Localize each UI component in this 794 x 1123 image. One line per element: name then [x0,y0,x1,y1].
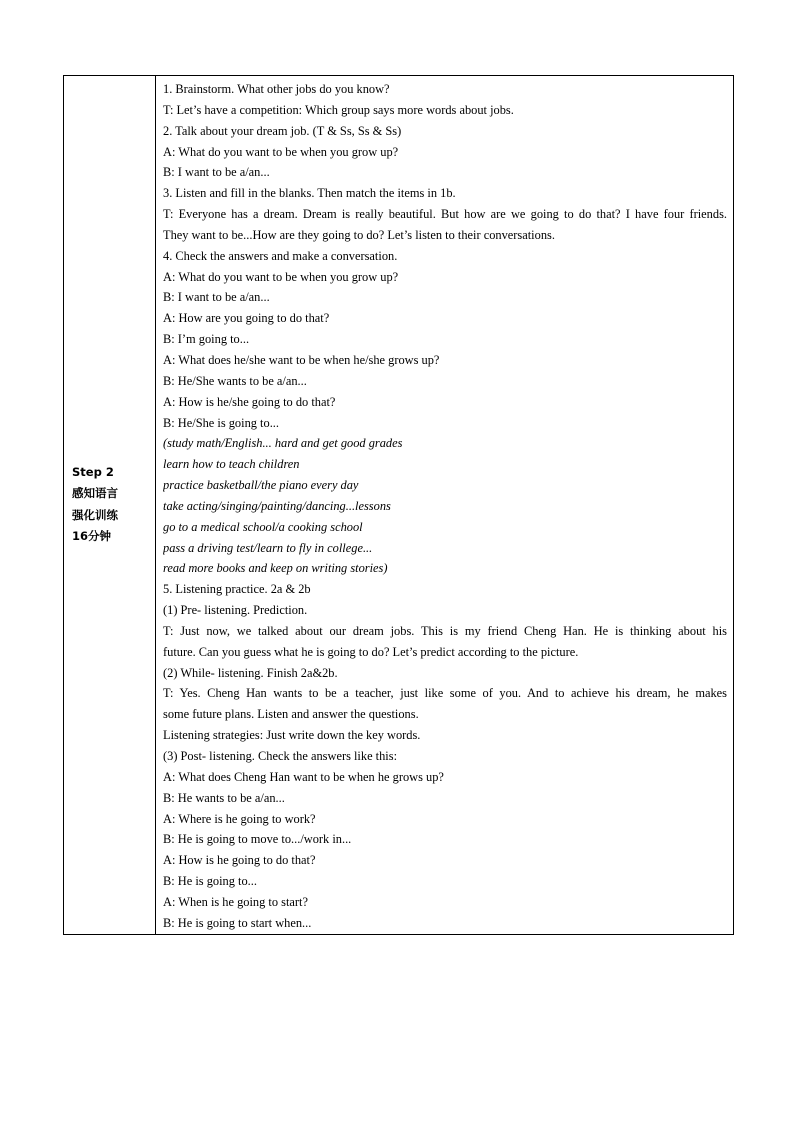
content-line: (1) Pre- listening. Prediction. [163,603,308,618]
content-line: B: He wants to be a/an... [163,790,285,805]
content-line: 2. Talk about your dream job. (T & Ss, Ss & Ss) [163,123,402,138]
content-line: B: I want to be a/an... [163,290,270,305]
content-text [156,76,733,934]
content-line: (2) While- listening. Finish 2a&2b. [163,665,338,680]
content-line: 3. Listen and fill in the blanks. Then match the items in 1b. [163,186,456,201]
content-line: T: Yes. Cheng Han wants to be a teacher, just like some of you. And to achieve his dream, he makes [163,686,727,701]
content-line: go to a medical school/a cooking school [163,519,363,534]
content-line: A: How is he/she going to do that? [163,394,336,409]
content-line: A: How is he going to do that? [163,853,316,868]
content-line: A: What does he/she want to be when he/she grows up? [163,352,440,367]
content-line: A: Where is he going to work? [163,811,316,826]
content-line: 4. Check the answers and make a conversation. [163,248,398,263]
table-row [64,76,734,935]
content-line: A: When is he going to start? [163,894,308,909]
lesson-plan-table [63,75,734,935]
content-line: take acting/singing/painting/dancing...lessons [163,498,391,513]
content-line: A: How are you going to do that? [163,311,330,326]
content-line: B: He is going to start when... [163,915,312,930]
content-line: Listening strategies: Just write down the key words. [163,728,421,743]
content-line: (study math/English... hard and get good grades [163,436,403,451]
content-line: (3) Post- listening. Check the answers like this: [163,749,398,763]
content-line: B: I want to be a/an... [163,165,270,180]
step-cell [64,76,156,935]
content-line: future. Can you guess what he is going to do? Let’s predict according to the picture. [163,644,579,659]
content-line: learn how to teach children [163,457,300,472]
content-line: read more books and keep on writing stories) [163,561,388,576]
content-line: They want to be...How are they going to do? Let’s listen to their conversations. [163,227,555,242]
content-line: A: What do you want to be when you grow up? [163,144,399,159]
content-line: B: He is going to move to.../work in... [163,832,352,847]
content-line: T: Just now, we talked about our dream jobs. This is my friend Cheng Han. He is thinking about his [163,623,727,638]
content-line: pass a driving test/learn to fly in college... [163,540,373,555]
content-line: some future plans. Listen and answer the questions. [163,707,419,722]
content-line: T: Let’s have a competition: Which group says more words about jobs. [163,102,514,117]
content-line: A: What do you want to be when you grow up? [163,269,399,284]
content-line: B: He is going to... [163,874,257,889]
step-title-line-1: 感知语言 [72,486,118,501]
content-line: 5. Listening practice. 2a & 2b [163,582,311,597]
content-line: B: He/She is going to... [163,415,279,430]
step-label [64,462,155,548]
content-line: T: Everyone has a dream. Dream is really beautiful. But how are we going to do that? I have four friends. [163,207,727,222]
content-line: A: What does Cheng Han want to be when he grows up? [163,769,444,784]
content-line: 1. Brainstorm. What other jobs do you know? [163,82,390,96]
content-cell [156,76,734,935]
content-line: B: He/She wants to be a/an... [163,373,307,388]
step-title-line-2: 强化训练 [72,507,118,522]
step-duration: 16分钟 [72,529,112,544]
content-line: practice basketball/the piano every day [163,478,359,493]
step-number: Step 2 [72,464,114,479]
content-line: B: I’m going to... [163,332,250,347]
